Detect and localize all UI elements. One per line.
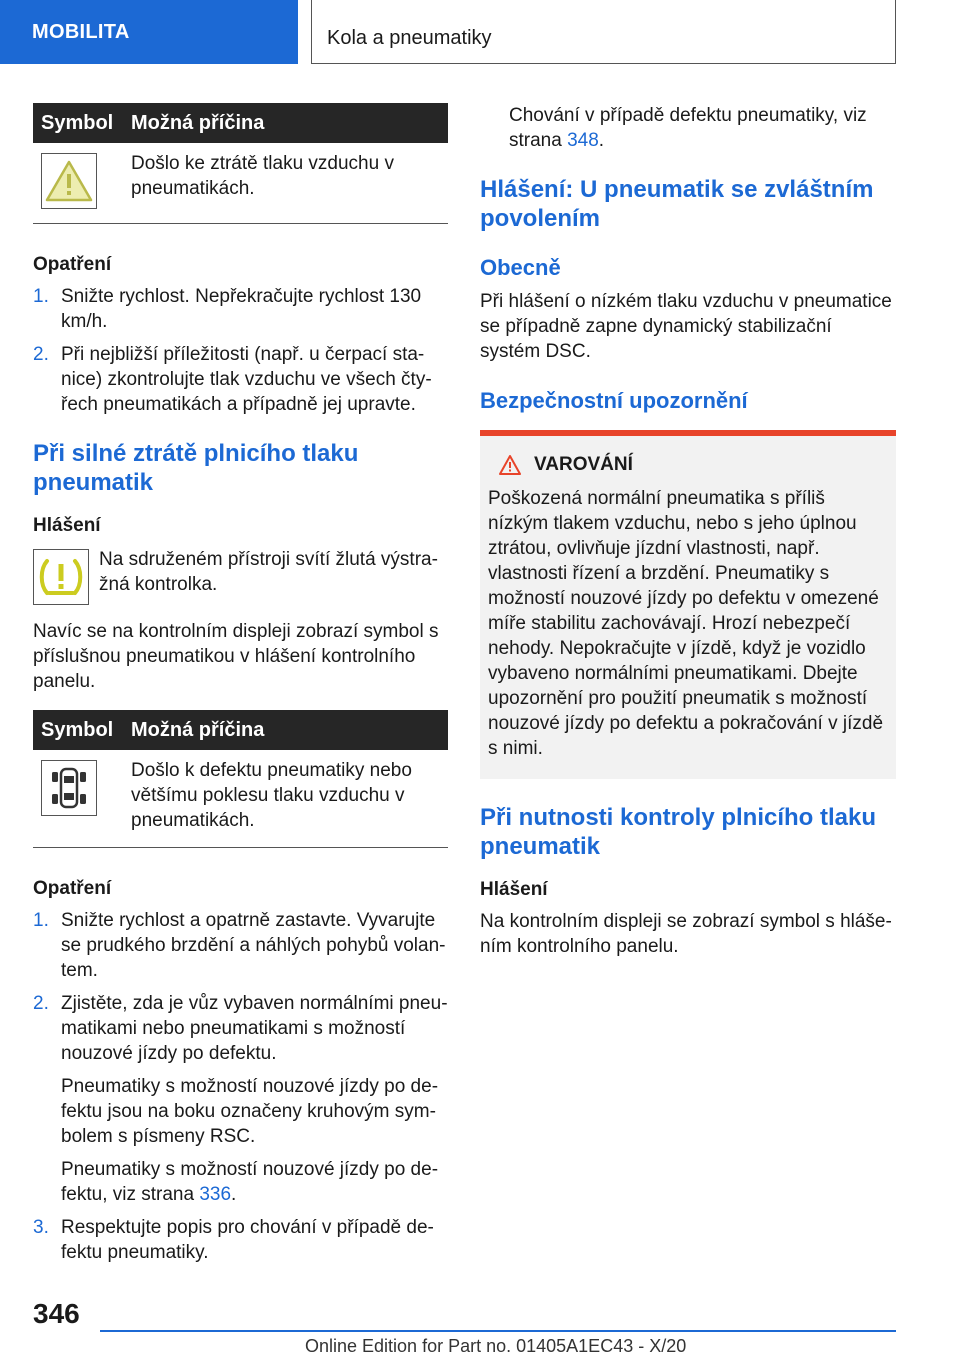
list-item [33, 342, 448, 417]
page-link[interactable]: 336 [199, 1184, 232, 1205]
chapter-title: Kola a pneumatiky [311, 0, 896, 64]
warning-box [480, 430, 896, 779]
symbol-box [41, 760, 97, 816]
message-text: Na sdruženém přístroji svítí žlutá výstražná kontrolka. [99, 549, 438, 595]
warning-label: VAROVÁNÍ [534, 454, 633, 475]
car-tires-icon [47, 764, 91, 812]
step-text: Respektujte popis pro chování v případě defektu pneumatiky. [61, 1217, 434, 1263]
edition-info: Online Edition for Part no. 01405A1EC43 - X/20 [305, 1336, 687, 1356]
step-number: 3. [33, 1217, 49, 1238]
list-item [33, 991, 448, 1207]
page-header [0, 0, 960, 64]
warning-triangle-icon [45, 159, 93, 203]
step-number: 1. [33, 910, 49, 931]
message-text: Na kontrolním displeji se zobrazí symbol s hlášením kontrolního panelu. [480, 911, 892, 957]
warning-text: Poškozená normální pneumatika s příliš nízkým tlakem vzduchu, nebo s jeho úplnou ztrátou, ovlivňuje jízdní vlastnosti, např. vlastnosti řízení a brzdění. Pneumatiky s možností nouzové jízdy po defektu v omezené míře stabilitu zachovávají. Hrozí nebezpečí nehody. Nepokračujte v jízdě, když je vozidlo vybaveno normálními pneumatikami. Dbejte upozornění pro použití pneumatik s možností nouzové jízdy po defektu a pokračování v jízdě s nimi. [488, 488, 884, 759]
list-item [33, 284, 448, 334]
general-text: Při hlášení o nízkém tlaku vzduchu v pneumatice se případně zapne dynamický stabilizační systém DSC. [480, 291, 892, 362]
symbol-table-2 [33, 710, 448, 848]
step-number: 2. [33, 344, 49, 365]
symbol-box [33, 549, 89, 605]
message-row [33, 547, 448, 605]
section-heading-special: Hlášení: U pneumatik se zvláštním povolením [480, 176, 874, 232]
measures-list-1 [33, 284, 448, 417]
step-number: 1. [33, 286, 49, 307]
cause-cell: Došlo k defektu pneumatiky nebo většímu poklesu tlaku vzduchu v pneumatikách. [123, 750, 448, 848]
message-title: Hlášení [480, 879, 548, 900]
cause-cell: Došlo ke ztrátě tlaku vzduchu v pneumatikách. [123, 143, 448, 224]
general-heading: Obecně [480, 255, 561, 280]
left-column [33, 103, 448, 1273]
page-link[interactable]: 348 [567, 130, 599, 151]
list-item [33, 1215, 448, 1265]
section-heading-check: Při nutnosti kontroly plnicího tlaku pneumatik [480, 804, 877, 860]
continued-text: Chování v případě defektu pneumatiky, viz strana 348. [509, 105, 867, 151]
section-heading-loss: Při silné ztrátě plnicího tlaku pneumatik [33, 440, 359, 496]
step-text: Zjistěte, zda je vůz vybaven normálními pneumatikami nebo pneumatikami s možností nouzové jízdy po defektu. [61, 993, 448, 1064]
measures-title: Opatření [33, 254, 112, 275]
step-text: Při nejbližší příležitosti (např. u čerpací stanice) zkontrolujte tlak vzduchu ve všech čtyřech pneumatikách a případně jej upravte. [61, 344, 432, 415]
col-cause-header: Možná příčina [123, 103, 448, 143]
measures-list-2 [33, 908, 448, 1265]
tire-pressure-warning-icon [37, 555, 85, 599]
safety-heading: Bezpečnostní upozornění [480, 388, 748, 413]
table-row [33, 750, 448, 848]
step-number: 2. [33, 993, 49, 1014]
step-paragraph: Pneumatiky s možností nouzové jízdy po defektu, viz strana 336. [61, 1159, 439, 1205]
symbol-box [41, 153, 97, 209]
warning-triangle-icon [498, 454, 522, 476]
footer-divider [100, 1330, 896, 1332]
col-symbol-header: Symbol [33, 103, 123, 143]
section-tab: MOBILITA [0, 0, 298, 64]
measures-title: Opatření [33, 878, 112, 899]
col-symbol-header: Symbol [33, 710, 123, 750]
message-title: Hlášení [33, 515, 101, 536]
col-cause-header: Možná příčina [123, 710, 448, 750]
symbol-table-1 [33, 103, 448, 224]
step-text: Snižte rychlost. Nepřekračujte rychlost 130 km/h. [61, 286, 422, 332]
list-item [33, 908, 448, 983]
page-number: 346 [33, 1298, 80, 1329]
table-row [33, 143, 448, 224]
step-paragraph: Pneumatiky s možností nouzové jízdy po defektu jsou na boku označeny kruhovým symbolem s písmeny RSC. [61, 1076, 439, 1147]
paragraph: Navíc se na kontrolním displeji zobrazí symbol s příslušnou pneumatikou v hlášení kontrolního panelu. [33, 621, 439, 692]
step-text: Snižte rychlost a opatrně zastavte. Vyvarujte se prudkého brzdění a náhlých pohybů volantem. [61, 910, 446, 981]
right-column [480, 103, 896, 959]
warning-title [488, 454, 888, 476]
